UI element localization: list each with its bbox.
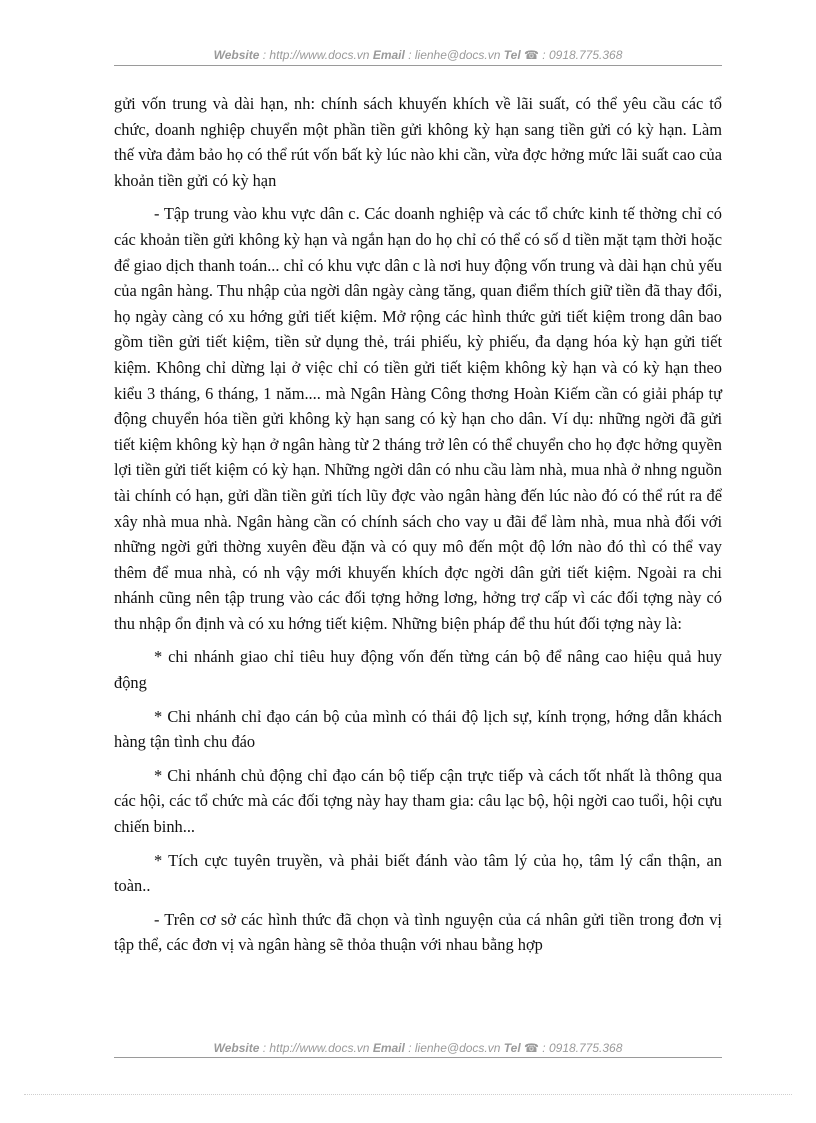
header-email-link[interactable]: : lienhe@docs.vn xyxy=(408,48,501,62)
paragraph-5: * Chi nhánh chủ động chỉ đạo cán bộ tiếp cận trực tiếp và cách tốt nhất là thông qua các hội, các tổ chức mà các đối tợng này hay tham gia: câu lạc bộ, hội ngời cao tuổi, hội cựu chiến binh... xyxy=(114,765,722,837)
footer-email-label: Email xyxy=(372,1041,405,1055)
header-tel-value: : 0918.775.368 xyxy=(542,48,623,62)
paragraph-7: - Trên cơ sở các hình thức đã chọn và tình nguyện của cá nhân gửi tiền trong đơn vị tập thể, các đơn vị và ngân hàng sẽ thỏa thuận với nhau bằng hợp xyxy=(114,909,722,955)
header-website-link[interactable]: : http://www.docs.vn xyxy=(262,48,370,62)
footer-email-link[interactable]: : lienhe@docs.vn xyxy=(408,1041,501,1055)
page-edge-divider xyxy=(24,1094,792,1095)
footer-tel-value: : 0918.775.368 xyxy=(542,1041,623,1055)
header-website-label: Website xyxy=(213,48,260,62)
paragraph-1: gửi vốn trung và dài hạn, nh: chính sách khuyến khích về lãi suất, có thể yêu cầu các tổ chức, doanh nghiệp chuyển một phần tiền gửi không kỳ hạn sang tiền gửi có kỳ hạn. Làm thế vừa đảm bảo họ có thể rút vốn bất kỳ lúc nào khi cần, vừa đợc hởng mức lãi suất cao của khoản tiền gửi có kỳ hạn xyxy=(114,94,722,190)
footer-tel-label: Tel ☎ xyxy=(503,1041,539,1055)
paragraph-2: - Tập trung vào khu vực dân c. Các doanh nghiệp và các tổ chức kinh tế thờng chỉ có các khoản tiền gửi không kỳ hạn và ngắn hạn do họ chỉ có thể có số d tiền mặt tạm thời hoặc để giao dịch thanh toán... chỉ có khu vực dân c là nơi huy động vốn trung và dài hạn chủ yếu của ngân hàng. Thu nhập của ngời dân ngày càng tăng, quan điểm thích giữ tiền đã thay đổi, họ ngày càng có xu hớng gửi tiết kiệm. Mở rộng các hình thức gửi tiết kiệm trong dân bao gồm tiền gửi tiết kiệm, tiền sử dụng thẻ, trái phiếu, kỳ phiếu, đa dạng hóa kỳ hạn gửi tiết kiệm. Không chỉ dừng lại ở việc chỉ có tiền gửi tiết kiệm không kỳ hạn và có kỳ hạn theo kiểu 3 tháng, 6 tháng, 1 năm.... mà Ngân Hàng Công thơng Hoàn Kiếm cần có giải pháp tự động chuyển hóa tiền gửi không kỳ hạn sang có kỳ hạn cho dân. Ví dụ: những ngời đã gửi tiết kiệm không kỳ hạn ở ngân hàng từ 2 tháng trở lên có thể chuyển cho họ đợc hởng quyền lợi tiền gửi tiết kiệm có kỳ hạn. Những ngời dân có nhu cầu làm nhà, mua nhà ở nhng nguồn tài chính có hạn, gửi dần tiền gửi tích lũy đợc vào ngân hàng đến lúc nào đó có thể rút ra để xây nhà mua nhà. Ngân hàng cần có chính sách cho vay u đãi để làm nhà, mua nhà đối với những ngời gửi thờng xuyên đều đặn và có quy mô đến một độ lớn nào đó thì có thể vay thêm để mua nhà, có nh vậy mới khuyến khích đợc ngời dân gửi tiết kiệm. Ngoài ra chi nhánh cũng nên tập trung vào các đối tợng hởng lơng, hởng trợ cấp vì các đối tợng này có thu nhập ổn định và có xu hớng tiết kiệm. Những biện pháp để thu hút đối tợng này là: xyxy=(114,204,722,633)
paragraph-6: * Tích cực tuyên truyền, và phải biết đánh vào tâm lý của họ, tâm lý cẩn thận, an toàn.. xyxy=(114,850,722,896)
page-header xyxy=(114,48,722,62)
paragraph-4: * Chi nhánh chỉ đạo cán bộ của mình có thái độ lịch sự, kính trọng, hớng dẫn khách hàng tận tình chu đáo xyxy=(114,706,722,752)
footer-website-label: Website xyxy=(213,1041,260,1055)
footer-website-link[interactable]: : http://www.docs.vn xyxy=(262,1041,370,1055)
footer-divider xyxy=(114,1057,722,1058)
paragraph-3: * chi nhánh giao chỉ tiêu huy động vốn đến từng cán bộ để nâng cao hiệu quả huy động xyxy=(114,647,722,693)
header-divider xyxy=(114,65,722,66)
document-body xyxy=(114,91,722,966)
header-tel-label: Tel ☎ xyxy=(503,48,539,62)
header-email-label: Email xyxy=(372,48,405,62)
page-footer xyxy=(114,1041,722,1055)
